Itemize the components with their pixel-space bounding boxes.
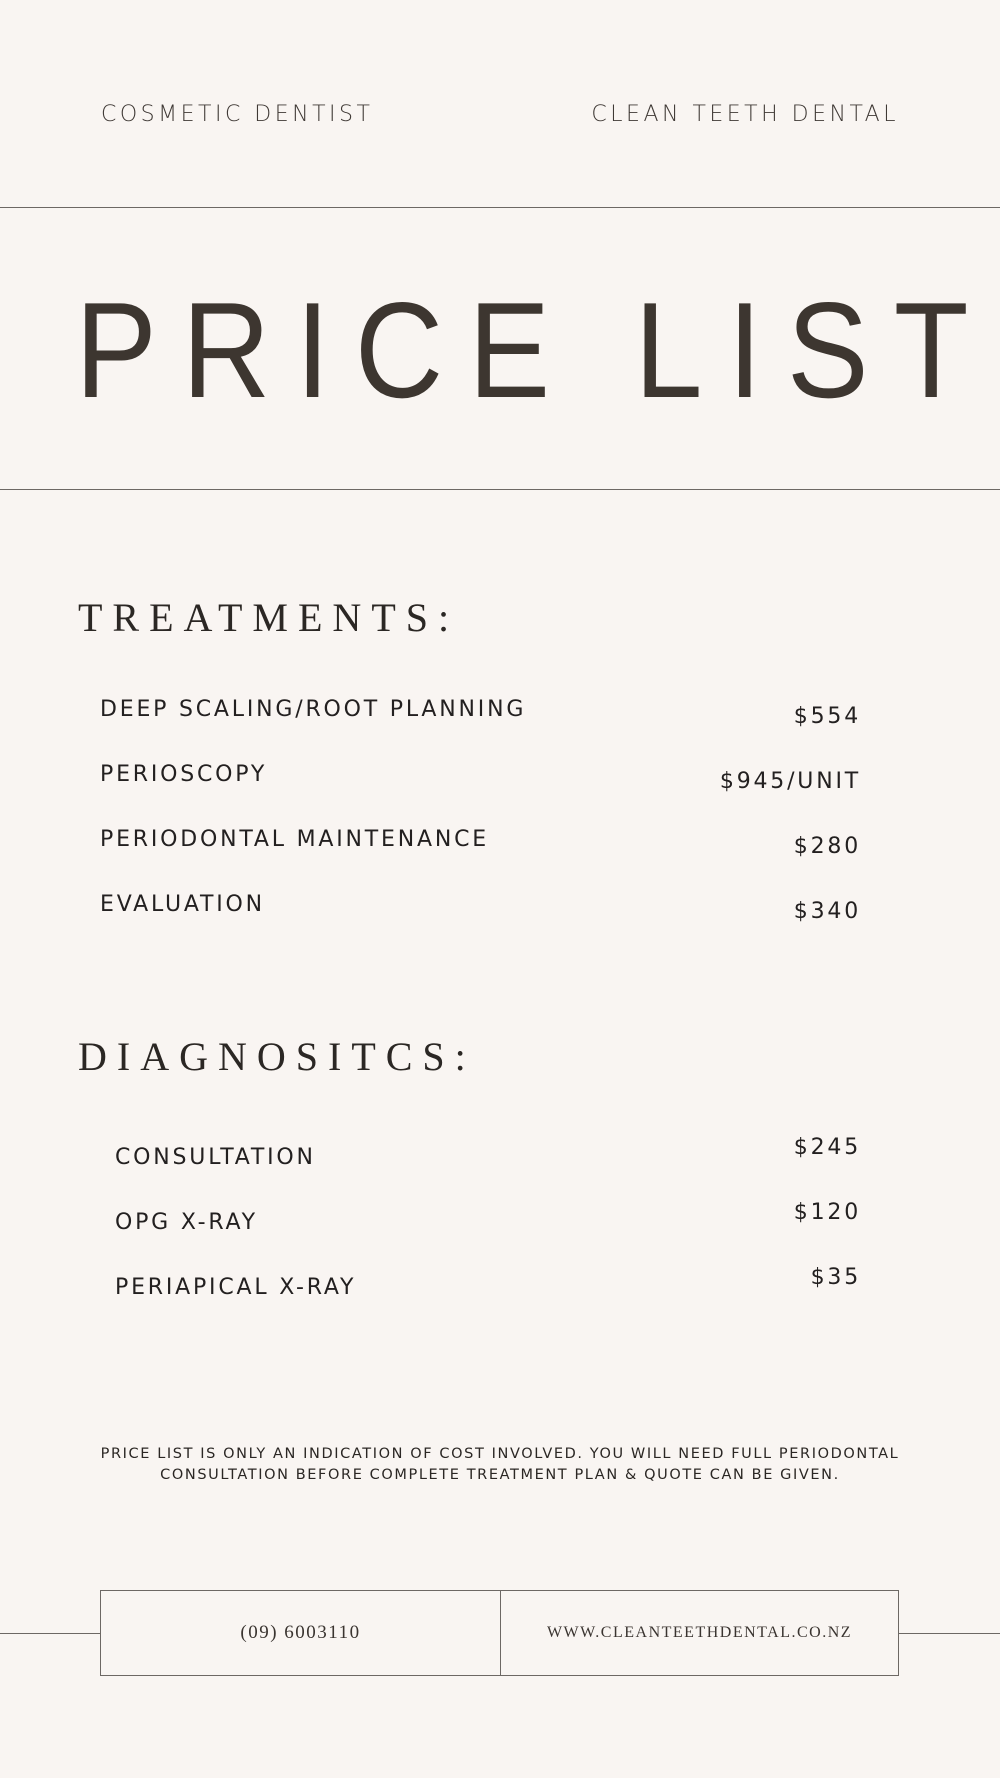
treatment-price: $340 bbox=[793, 899, 861, 924]
header-divider-bottom bbox=[0, 489, 1000, 490]
header-right-label: CLEAN TEETH DENTAL bbox=[591, 102, 899, 127]
footer-rule-left bbox=[0, 1633, 101, 1634]
website-link[interactable]: WWW.CLEANTEETHDENTAL.CO.NZ bbox=[546, 1624, 853, 1641]
diagnostic-name: CONSULTATION bbox=[115, 1145, 316, 1170]
treatment-price: $280 bbox=[793, 834, 861, 859]
header-divider-top bbox=[0, 207, 1000, 208]
diagnostic-price: $245 bbox=[793, 1135, 861, 1160]
page-title: PRICE LIST bbox=[75, 274, 994, 426]
treatment-price: $554 bbox=[793, 704, 861, 729]
diagnostic-price: $35 bbox=[810, 1265, 861, 1290]
treatment-price: $945/UNIT bbox=[719, 769, 861, 794]
treatment-name: EVALUATION bbox=[100, 892, 265, 917]
diagnostics-heading: DIAGNOSITCS: bbox=[78, 1034, 476, 1079]
disclaimer-text: PRICE LIST IS ONLY AN INDICATION OF COST INVOLVED. YOU WILL NEED FULL PERIODONTAL CONSULTATION BEFORE COMPLETE TREATMENT PLAN & QUOTE CAN BE GIVEN. bbox=[100, 1446, 900, 1483]
phone-number[interactable]: (09) 6003110 bbox=[240, 1622, 361, 1643]
footer-rule-right bbox=[899, 1633, 1000, 1634]
contact-box bbox=[100, 1590, 899, 1676]
diagnostic-price: $120 bbox=[793, 1200, 861, 1225]
treatment-name: DEEP SCALING/ROOT PLANNING bbox=[100, 697, 527, 722]
header-left-label: COSMETIC DENTIST bbox=[101, 102, 374, 127]
diagnostic-name: OPG X-RAY bbox=[115, 1210, 258, 1235]
diagnostic-name: PERIAPICAL X-RAY bbox=[115, 1275, 357, 1300]
treatments-heading: TREATMENTS: bbox=[78, 595, 460, 640]
treatment-name: PERIOSCOPY bbox=[100, 762, 268, 787]
treatment-name: PERIODONTAL MAINTENANCE bbox=[100, 827, 489, 852]
